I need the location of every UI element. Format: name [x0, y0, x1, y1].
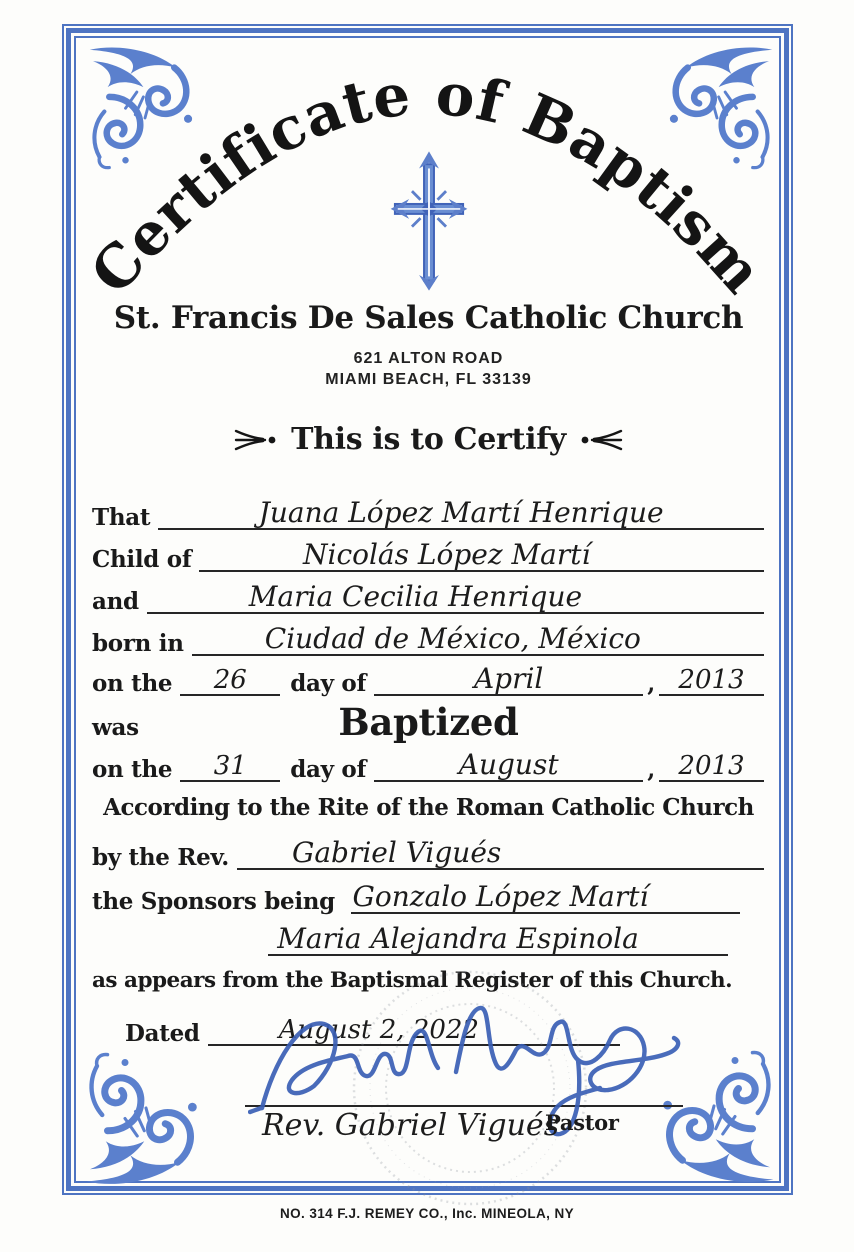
child-name-value: Juana López Martí Henrique [258, 496, 664, 529]
comma: , [647, 755, 655, 783]
day-of-label: day of [290, 755, 367, 783]
field-row-by-the-rev [92, 828, 764, 870]
church-address-line1: 621 ALTON ROAD [353, 350, 504, 367]
child-of-label: Child of [92, 545, 192, 573]
field-row-that [92, 488, 764, 530]
comma: , [647, 669, 655, 697]
birth-year-line [659, 667, 764, 696]
church-name: St. Francis De Sales Catholic Church [113, 300, 744, 336]
and-line [147, 580, 764, 614]
and-label: and [92, 587, 139, 615]
field-row-born-in [92, 614, 764, 656]
dated-label: Dated [125, 1019, 200, 1047]
field-row-birth-date [92, 654, 764, 696]
printer-footer: NO. 314 F.J. REMEY CO., Inc. MINEOLA, NY [279, 1206, 575, 1221]
father-name-value: Nicolás López Martí [302, 538, 591, 571]
that-label: That [92, 503, 151, 531]
day-of-label: day of [290, 669, 367, 697]
dated-value: August 2, 2022 [278, 1015, 479, 1045]
born-in-label: born in [92, 629, 184, 657]
born-in-line [192, 622, 764, 656]
birth-day-value: 26 [213, 665, 247, 695]
field-row-sponsor2 [268, 914, 728, 956]
birth-month-line [374, 662, 643, 696]
field-row-child-of [92, 530, 764, 572]
arrow-ornament-right-icon [580, 427, 624, 453]
baptism-month-line [374, 748, 643, 782]
pastor-title-label: Pastor [545, 1110, 619, 1135]
celebrant-printed-name: Rev. Gabriel Vigués [262, 1108, 560, 1143]
sponsor2-line [268, 922, 728, 956]
baptism-month-value: August [458, 748, 559, 781]
register-statement: as appears from the Baptismal Register of this Church. [92, 968, 733, 993]
rev-name-value: Gabriel Vigués [291, 836, 502, 869]
rite-statement: According to the Rite of the Roman Catholic Church [103, 794, 754, 821]
on-the-label: on the [92, 755, 173, 783]
rev-line [237, 836, 764, 870]
sponsors-label: the Sponsors being [92, 887, 335, 915]
baptism-year-value: 2013 [678, 751, 745, 781]
arrow-ornament-left-icon [233, 427, 277, 453]
cross-icon [386, 150, 472, 292]
baptism-year-line [659, 753, 764, 782]
by-the-rev-label: by the Rev. [92, 843, 229, 871]
sponsor1-value: Gonzalo López Martí [352, 880, 649, 913]
corner-flourish-icon [76, 1052, 216, 1192]
sponsor1-line [351, 880, 740, 914]
church-address-line2: MIAMI BEACH, FL 33139 [325, 371, 532, 388]
baptized-word: Baptized [338, 700, 519, 744]
certify-heading-row [62, 422, 795, 457]
on-the-label: on the [92, 669, 173, 697]
was-label: was [92, 714, 139, 741]
sponsor2-value: Maria Alejandra Espinola [277, 922, 639, 955]
child-of-line [199, 538, 764, 572]
field-row-baptism-date [92, 740, 764, 782]
that-line [158, 496, 764, 530]
field-row-and [92, 572, 764, 614]
birth-month-value: April [473, 662, 544, 695]
birth-day-line [180, 667, 280, 696]
baptism-day-line [180, 753, 280, 782]
mother-name-value: Maria Cecilia Henrique [248, 580, 583, 613]
birthplace-value: Ciudad de México, México [264, 622, 641, 655]
certify-heading: This is to Certify [291, 422, 566, 457]
field-row-sponsors [92, 872, 740, 914]
page-title: Certificate of Baptism [77, 59, 777, 307]
birth-year-value: 2013 [678, 665, 745, 695]
baptism-day-value: 31 [213, 751, 247, 781]
